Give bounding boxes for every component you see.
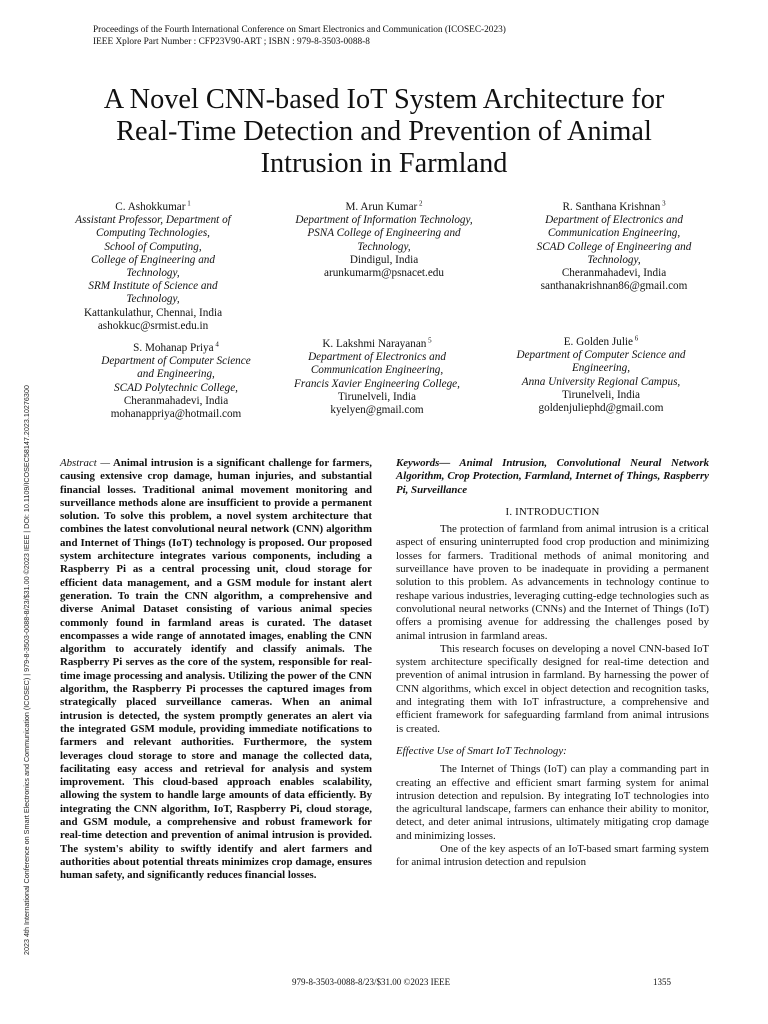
author-affiliation-line: PSNA College of Engineering and xyxy=(307,227,461,240)
author-affiliation-line: Technology, xyxy=(587,253,641,266)
author-location: Dindigul, India xyxy=(349,253,419,266)
header-line-2: IEEE Xplore Part Number : CFP23V90-ART ; ISBN : 979-8-3503-0088-8 xyxy=(93,37,370,47)
author-name-text: C. Ashokkumar xyxy=(115,201,186,213)
author-affiliation-line: College of Engineering and xyxy=(91,253,215,266)
author-affiliation-line: Department of Computer Science xyxy=(101,355,251,368)
title-line-2: Real-Time Detection and Prevention of Animal xyxy=(116,116,652,147)
author-location: Tirunelveli, India xyxy=(338,390,416,403)
author-affiliation-line: Department of Electronics and xyxy=(308,351,446,364)
author-name-text: E. Golden Julie xyxy=(563,336,634,348)
author-affiliation-line: Technology, xyxy=(126,267,180,280)
author-affiliation-line: Department of Information Technology, xyxy=(295,214,473,227)
paper-title xyxy=(50,84,718,180)
author-name xyxy=(277,201,491,214)
author-affiliation-line: SCAD College of Engineering and xyxy=(536,240,692,253)
author-location: Cheranmahadevi, India xyxy=(561,267,667,280)
author-email: arunkumarm@psnacet.edu xyxy=(324,267,444,280)
author-affiliation-line: Department of Electronics and xyxy=(545,214,683,227)
author-affiliation-number: 2 xyxy=(417,199,423,208)
sidebar-citation: 2023 4th International Conference on Smart Electronics and Communication (ICOSEC) | 979-8-3503-0088-8/23/$31.00 ©2023 IEEE | DOI: 10.1109/ICOSEC58147.2023.10276300 xyxy=(22,385,31,955)
intro-paragraph-2: This research focuses on developing a novel CNN-based IoT system architecture specifically designed for real-time detection and prevention of animal intrusion in farmland. By harnessing the power of CNN algorithms, which excel in object detection and recognition tasks, and integrating them with IoT infrastructure, a comprehensive and efficient framework for safeguarding farmland from animal intrusions is created. xyxy=(396,642,709,735)
footer-copyright: 979-8-3503-0088-8/23/$31.00 ©2023 IEEE xyxy=(292,977,451,987)
author-location: Cheranmahadevi, India xyxy=(123,394,229,407)
author-email: santhanakrishnan86@gmail.com xyxy=(540,280,688,293)
author-affiliation-number: 5 xyxy=(426,336,432,345)
author-affiliation-line: School of Computing, xyxy=(104,240,202,253)
author-block xyxy=(494,336,708,415)
intro-paragraph-4: One of the key aspects of an IoT-based smart farming system for animal intrusion detection and repulsion xyxy=(396,843,709,869)
intro-paragraph-1: The protection of farmland from animal intrusion is a critical aspect of ensuring uninterrupted food crop production and minimizing losses for farmers. Traditional methods of animal monitoring and surveillance have proven to be inadequate in providing a permanent solution to this problem. As advancements in technology continue to reshape various industries, leveraging cutting-edge technologies such as convolutional neural networks (CNNs) and the Internet of Things (IoT) offers a promising avenue for addressing the challenges posed by animal intrusion in farmland areas. xyxy=(396,523,709,642)
section-heading-introduction: I. INTRODUCTION xyxy=(505,505,600,518)
author-name-text: S. Mohanap Priya xyxy=(133,342,214,354)
page-number: 1355 xyxy=(653,977,671,987)
author-affiliation-line: Communication Engineering, xyxy=(310,364,444,377)
author-email: ashokkuc@srmist.edu.in xyxy=(97,319,209,332)
abstract-lead: Abstract — xyxy=(60,457,110,469)
author-block xyxy=(507,201,721,293)
author-block xyxy=(46,201,260,333)
author-block xyxy=(277,201,491,280)
author-affiliation-line: SRM Institute of Science and xyxy=(88,280,218,293)
author-affiliation-number: 4 xyxy=(213,340,219,349)
author-name-text: R. Santhana Krishnan xyxy=(562,201,661,213)
author-name xyxy=(46,201,260,214)
author-affiliation-number: 1 xyxy=(185,199,191,208)
author-email: kyelyen@gmail.com xyxy=(330,404,424,417)
author-email: mohanappriya@hotmail.com xyxy=(110,408,242,421)
author-affiliation-line: Department of Computer Science and xyxy=(516,349,686,362)
keywords: Keywords— Animal Intrusion, Convolutional Neural Network Algorithm, Crop Protection, Farmland, Internet of Things, Raspberry Pi, Surveillance xyxy=(396,457,709,496)
right-column xyxy=(396,457,709,870)
author-affiliation-line: Communication Engineering, xyxy=(547,227,681,240)
author-affiliation-line: Anna University Regional Campus, xyxy=(521,375,681,388)
author-name xyxy=(507,201,721,214)
author-email: goldenjuliephd@gmail.com xyxy=(538,402,664,415)
author-affiliation-line: SCAD Polytechnic College, xyxy=(114,381,238,394)
title-line-1: A Novel CNN-based IoT System Architecture for xyxy=(103,84,665,115)
author-location: Kattankulathur, Chennai, India xyxy=(83,306,223,319)
title-line-3: Intrusion in Farmland xyxy=(260,148,508,179)
author-affiliation-number: 3 xyxy=(660,199,666,208)
author-name-text: M. Arun Kumar xyxy=(345,201,418,213)
abstract xyxy=(60,457,372,883)
author-location: Tirunelveli, India xyxy=(562,388,640,401)
author-affiliation-number: 6 xyxy=(633,334,639,343)
author-block xyxy=(270,338,484,417)
author-block xyxy=(69,342,283,421)
author-affiliation-line: Technology, xyxy=(357,240,411,253)
subsection-heading: Effective Use of Smart IoT Technology: xyxy=(396,744,567,757)
author-affiliation-line: Technology, xyxy=(126,293,180,306)
author-affiliation-line: Engineering, xyxy=(571,362,631,375)
conference-header xyxy=(93,24,506,48)
author-name xyxy=(494,336,708,349)
abstract-text: Animal intrusion is a significant challenge for farmers, causing extensive crop damage, human injuries, and substantial financial losses. Traditional animal movement monitoring and surveillance methods alone are insufficient to provide a permanent solution. To solve this problem, a novel system architecture that combines the latest convolutional neural network (CNN) algorithm and Internet of Things (IoT) technology is proposed. Our proposed system architecture integrates various components, including a Raspberry Pi as a central processing unit, cloud storage for efficient data management, and a GSM module for instant alert generation. To train the CNN algorithm, a comprehensive and diverse Animal Dataset consisting of various animal species commonly found in farmland areas is curated. The dataset encompasses a wide range of annotated images, enabling the CNN algorithm to accurately identify and classify animals. The Raspberry Pi serves as the core of the system, responsible for real-time image processing and analysis. Utilizing the power of the CNN algorithm, the Raspberry Pi processes the captured images from strategically placed surveillance cameras. When an animal intrusion is detected, the system promptly generates an alert via the integrated GSM module, providing immediate notifications to farmers and relevant authorities. Furthermore, the system leverages cloud storage to store and manage the collected data, facilitating easy access and retrieval for analysis and system improvement. This cloud-based approach enables scalability, allowing the system to handle large amounts of data efficiently. By integrating the CNN algorithm, IoT, Raspberry Pi, cloud storage, and GSM module, a comprehensive and robust framework for real-time detection and prevention of animal intrusion is provided. The system's ability to swiftly identify and alert farmers and authorities about potential threats minimizes crop damage, ensures human safety, and significantly reduces financial losses. xyxy=(60,457,372,882)
author-affiliation-line: Francis Xavier Engineering College, xyxy=(294,377,460,390)
author-name xyxy=(270,338,484,351)
author-name xyxy=(69,342,283,355)
author-affiliation-line: Assistant Professor, Department of xyxy=(75,214,231,227)
author-name-text: K. Lakshmi Narayanan xyxy=(322,338,427,350)
author-affiliation-line: and Engineering, xyxy=(137,368,215,381)
author-affiliation-line: Computing Technologies, xyxy=(96,227,210,240)
header-line-1: Proceedings of the Fourth International Conference on Smart Electronics and Communication (ICOSEC-2023) xyxy=(93,25,506,35)
intro-paragraph-3: The Internet of Things (IoT) can play a commanding part in creating an effective and efficient smart farming system for animal intrusion detection and repulsion. By integrating IoT technologies into the agricultural landscape, farmers can enhance their ability to monitor, detect, and deter animal intrusions, ultimately mitigating crop damage and minimizing losses. xyxy=(396,763,709,842)
